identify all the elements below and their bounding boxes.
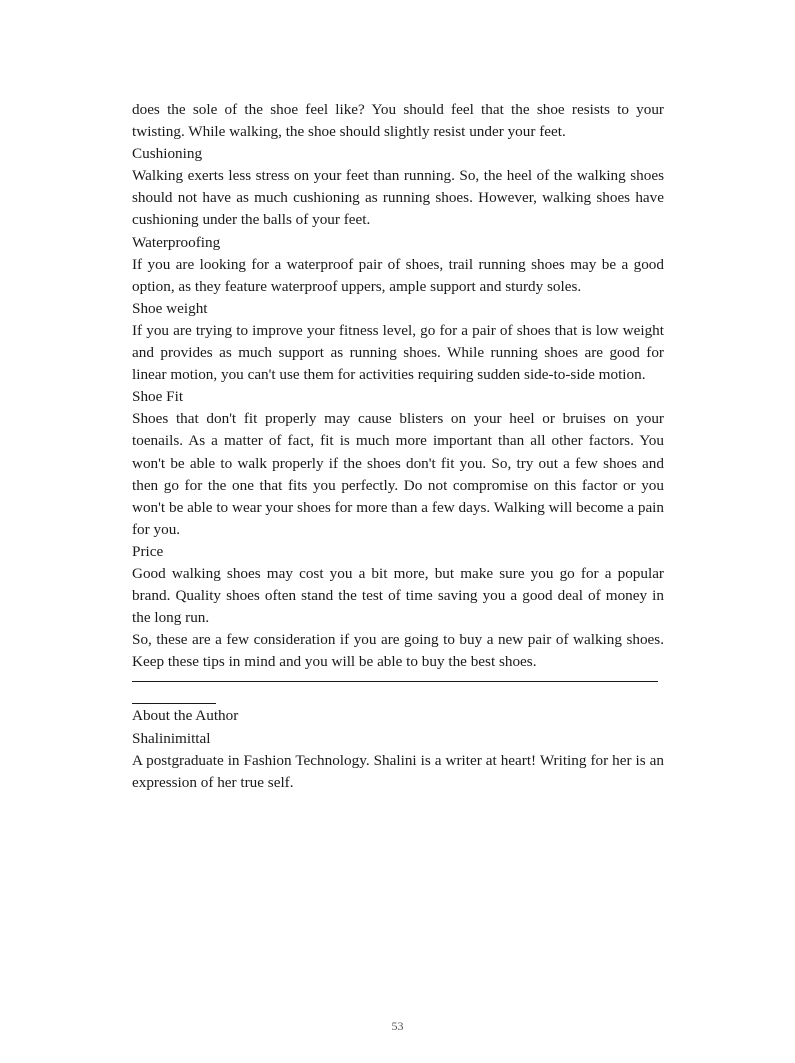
section-heading-shoe-weight: Shoe weight	[132, 299, 208, 317]
section-heading-waterproofing: Waterproofing	[132, 233, 221, 251]
page-body	[132, 99, 664, 794]
intro-paragraph: does the sole of the shoe feel like? You should feel that the shoe resists to your twisting. While walking, the shoe should slightly resist under your feet.	[132, 101, 664, 141]
section-heading-price: Price	[132, 542, 164, 560]
section-heading-cushioning: Cushioning	[132, 145, 203, 163]
author-name: Shalinimittal	[132, 729, 211, 747]
cushioning-paragraph: Walking exerts less stress on your feet than running. So, the heel of the walking shoes should not have as much cushioning as running shoes. However, walking shoes have cushioning under the balls of your feet.	[132, 167, 664, 229]
section-heading-shoe-fit: Shoe Fit	[132, 388, 184, 406]
author-bio: A postgraduate in Fashion Technology. Shalini is a writer at heart! Writing for her is an expression of her true self.	[132, 751, 664, 791]
author-section	[132, 705, 664, 793]
page-number: 53	[391, 1019, 404, 1033]
conclusion-paragraph: So, these are a few consideration if you are going to buy a new pair of walking shoes. Keep these tips in mind and you will be able to buy the best shoes.	[132, 631, 664, 671]
author-heading: About the Author	[132, 707, 239, 725]
divider-short	[132, 703, 216, 704]
waterproofing-paragraph: If you are looking for a waterproof pair of shoes, trail running shoes may be a good option, as they feature waterproof uppers, ample support and sturdy soles.	[132, 255, 664, 295]
divider-long	[132, 681, 658, 682]
price-paragraph: Good walking shoes may cost you a bit more, but make sure you go for a popular brand. Quality shoes often stand the test of time saving you a good deal of money in the long run.	[132, 564, 664, 627]
shoe-fit-paragraph: Shoes that don't fit properly may cause blisters on your heel or bruises on your toenails. As a matter of fact, fit is much more important than all other factors. You won't be able to walk properly if the shoes don't fit you. So, try out a few shoes and then go for the one that fits you perfectly. Do not compromise on this factor or you won't be able to wear your shoes for more than a few days. Walking will become a pain for you.	[132, 410, 664, 538]
shoe-weight-paragraph: If you are trying to improve your fitness level, go for a pair of shoes that is low weight and provides as much support as running shoes. While running shoes are good for linear motion, you can't use them for activities requiring sudden side-to-side motion.	[132, 321, 664, 384]
